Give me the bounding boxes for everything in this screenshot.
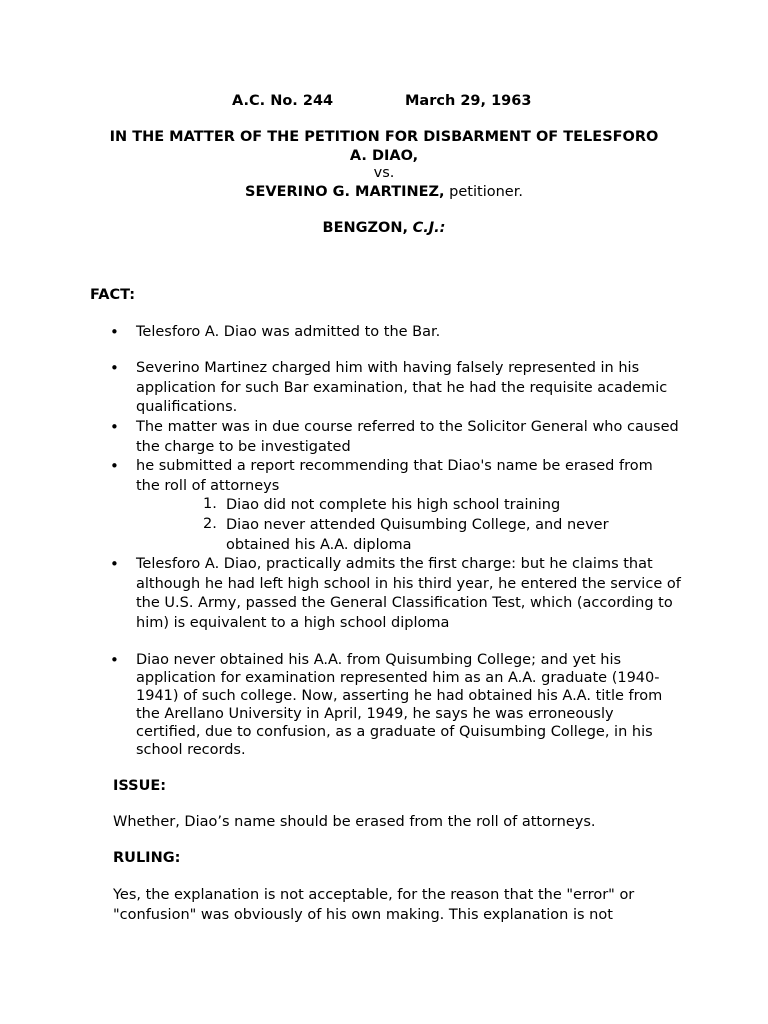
fact-item: he submitted a report recommending that Diao's name be erased from the roll of attorneys <box>136 458 653 494</box>
case-number: A.C. No. 244 <box>232 93 334 109</box>
fact-item: Severino Martinez charged him with having falsely represented in his application for such Bar examination, that he had the requisite academic qualifications. <box>136 360 668 415</box>
fact-item: Telesforo A. Diao, practically admits the first charge: but he claims that although he had left high school in his third year, he entered the service of the U.S. Army, passed the General Classification Test, which (according to him) is equivalent to a high school diploma <box>136 556 681 631</box>
versus-label: vs. <box>373 165 395 181</box>
subitem-number: 2. <box>203 516 217 532</box>
issue-heading: ISSUE: <box>113 778 167 794</box>
issue-text: Whether, Diao’s name should be erased from the roll of attorneys. <box>113 814 596 830</box>
case-date: March 29, 1963 <box>405 93 532 109</box>
bullet-icon: • <box>110 323 119 341</box>
fact-item: The matter was in due course referred to the Solicitor General who caused the charge to be investigated <box>136 419 679 455</box>
ponente-name: BENGZON, <box>322 220 408 236</box>
ponente-line <box>0 220 768 236</box>
petitioner-role: petitioner. <box>444 184 523 200</box>
ruling-heading: RULING: <box>113 850 181 866</box>
ponente-title: C.J.: <box>412 220 446 236</box>
case-title-line-2: A. DIAO, <box>349 148 419 164</box>
bullet-icon: • <box>110 418 119 436</box>
fact-item: Diao never obtained his A.A. from Quisumbing College; and yet his application for examination represented him as an A.A. graduate (1940-1941) of such college. Now, asserting he had obtained his A.A. title from the Arellano University in April, 1949, he says he was erroneously certified, due to confusion, as a graduate of Quisumbing College, in his school records. <box>136 652 663 758</box>
bullet-icon: • <box>110 359 119 377</box>
case-title-line-1: IN THE MATTER OF THE PETITION FOR DISBARMENT OF TELESFORO <box>109 129 659 145</box>
subitem-text: Diao did not complete his high school training <box>226 497 561 513</box>
subitem-text: Diao never attended Quisumbing College, and never obtained his A.A. diploma <box>226 517 609 553</box>
subitem-number: 1. <box>203 496 217 512</box>
fact-item: Telesforo A. Diao was admitted to the Bar. <box>136 324 441 340</box>
petitioner-name: SEVERINO G. MARTINEZ, <box>245 184 445 200</box>
fact-heading: FACT: <box>90 287 136 303</box>
ruling-text: Yes, the explanation is not acceptable, for the reason that the "error" or "confusion" was obviously of his own making. This explanation is not <box>113 887 635 923</box>
petitioner-line <box>0 184 768 200</box>
bullet-icon: • <box>110 457 119 475</box>
bullet-icon: • <box>110 651 119 669</box>
bullet-icon: • <box>110 555 119 573</box>
